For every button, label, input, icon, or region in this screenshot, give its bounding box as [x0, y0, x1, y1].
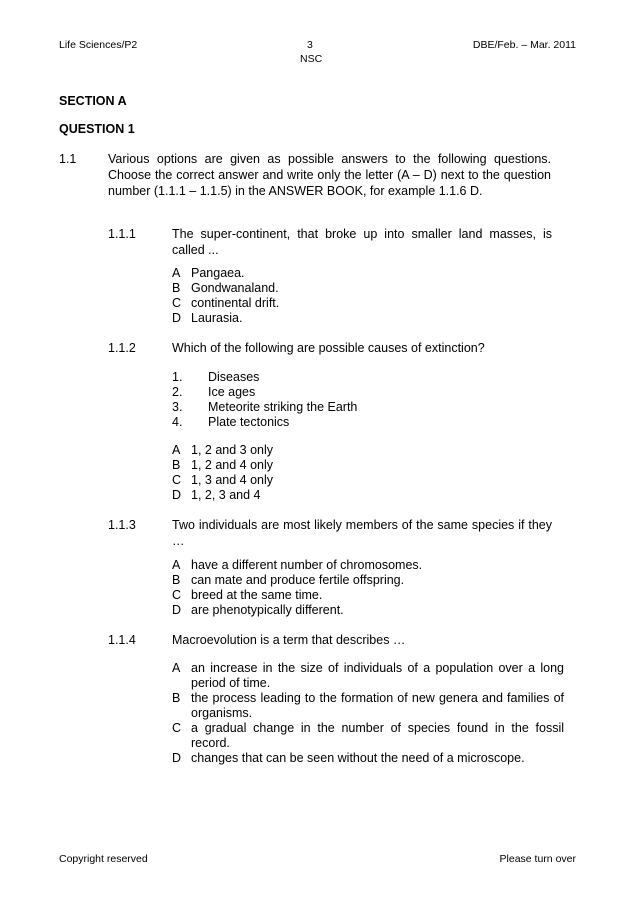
subquestion-stem: The super-continent, that broke up into smaller land masses, is called ... — [172, 227, 552, 257]
instruction-text: Various options are given as possible answers to the following questions. Choose the correct answer and write only the letter (A – D) next to the question number (1.1.1 – 1.1.5) in the ANSWER BOOK, for example 1.1.6 D. — [108, 152, 551, 198]
option-text: changes that can be seen without the need of a microscope. — [191, 751, 525, 765]
page-number: 3 — [307, 39, 313, 51]
option-letter: C — [172, 473, 182, 487]
option-text: 1, 3 and 4 only — [191, 473, 274, 487]
subquestion-number: 1.1.2 — [108, 341, 136, 355]
option-letter: B — [172, 458, 181, 472]
subquestion-number: 1.1.1 — [108, 227, 136, 241]
option-letter: D — [172, 751, 182, 765]
option-text: Gondwanaland. — [191, 281, 279, 295]
option-letter: D — [172, 488, 182, 502]
footer-right: Please turn over — [499, 853, 576, 865]
list-text: Plate tectonics — [208, 415, 290, 429]
option-text: Laurasia. — [191, 311, 243, 325]
option-text: can mate and produce fertile offspring. — [191, 573, 405, 587]
question-number: 1.1 — [59, 152, 77, 166]
option-text: have a different number of chromosomes. — [191, 558, 423, 572]
option-text: 1, 2 and 3 only — [191, 443, 274, 457]
header-right: DBE/Feb. – Mar. 2011 — [472, 39, 576, 51]
subquestion-number: 1.1.3 — [108, 518, 136, 532]
option-letter: D — [172, 311, 182, 325]
question-title: QUESTION 1 — [59, 122, 135, 136]
list-number: 3. — [172, 400, 183, 414]
option — [172, 661, 564, 691]
option — [172, 691, 564, 721]
option-letter: B — [172, 281, 181, 295]
option-text: 1, 2 and 4 only — [191, 458, 274, 472]
option-letter: A — [172, 266, 181, 280]
subquestion-stem: Two individuals are most likely members of the same species if they … — [172, 518, 552, 548]
subquestion-number: 1.1.4 — [108, 633, 136, 647]
option-letter: B — [172, 691, 181, 705]
option-letter: B — [172, 573, 181, 587]
option-text: the process leading to the formation of new genera and families of organisms. — [191, 691, 564, 720]
header-subtitle: NSC — [300, 53, 323, 65]
list-number: 4. — [172, 415, 183, 429]
list-text: Diseases — [208, 370, 260, 384]
option-letter: C — [172, 588, 182, 602]
option-text: are phenotypically different. — [191, 603, 344, 617]
option-letter: A — [172, 443, 181, 457]
option-text: continental drift. — [191, 296, 280, 310]
list-number: 2. — [172, 385, 183, 399]
option-text: a gradual change in the number of species found in the fossil record. — [191, 721, 564, 750]
section-title: SECTION A — [59, 94, 127, 108]
list-text: Ice ages — [208, 385, 256, 399]
option-text: Pangaea. — [191, 266, 245, 280]
footer-left: Copyright reserved — [59, 853, 148, 865]
option-letter: C — [172, 296, 182, 310]
option-text: 1, 2, 3 and 4 — [191, 488, 261, 502]
option-letter: A — [172, 558, 181, 572]
option-letter: A — [172, 661, 181, 675]
list-text: Meteorite striking the Earth — [208, 400, 358, 414]
option-letter: C — [172, 721, 182, 735]
header-left: Life Sciences/P2 — [59, 39, 138, 51]
option-letter: D — [172, 603, 182, 617]
option-text: breed at the same time. — [191, 588, 323, 602]
option — [172, 721, 564, 751]
subquestion-stem: Macroevolution is a term that describes … — [172, 633, 406, 647]
subquestion-stem: Which of the following are possible causes of extinction? — [172, 341, 485, 355]
option-text: an increase in the size of individuals of a population over a long period of time. — [191, 661, 564, 690]
list-number: 1. — [172, 370, 183, 384]
